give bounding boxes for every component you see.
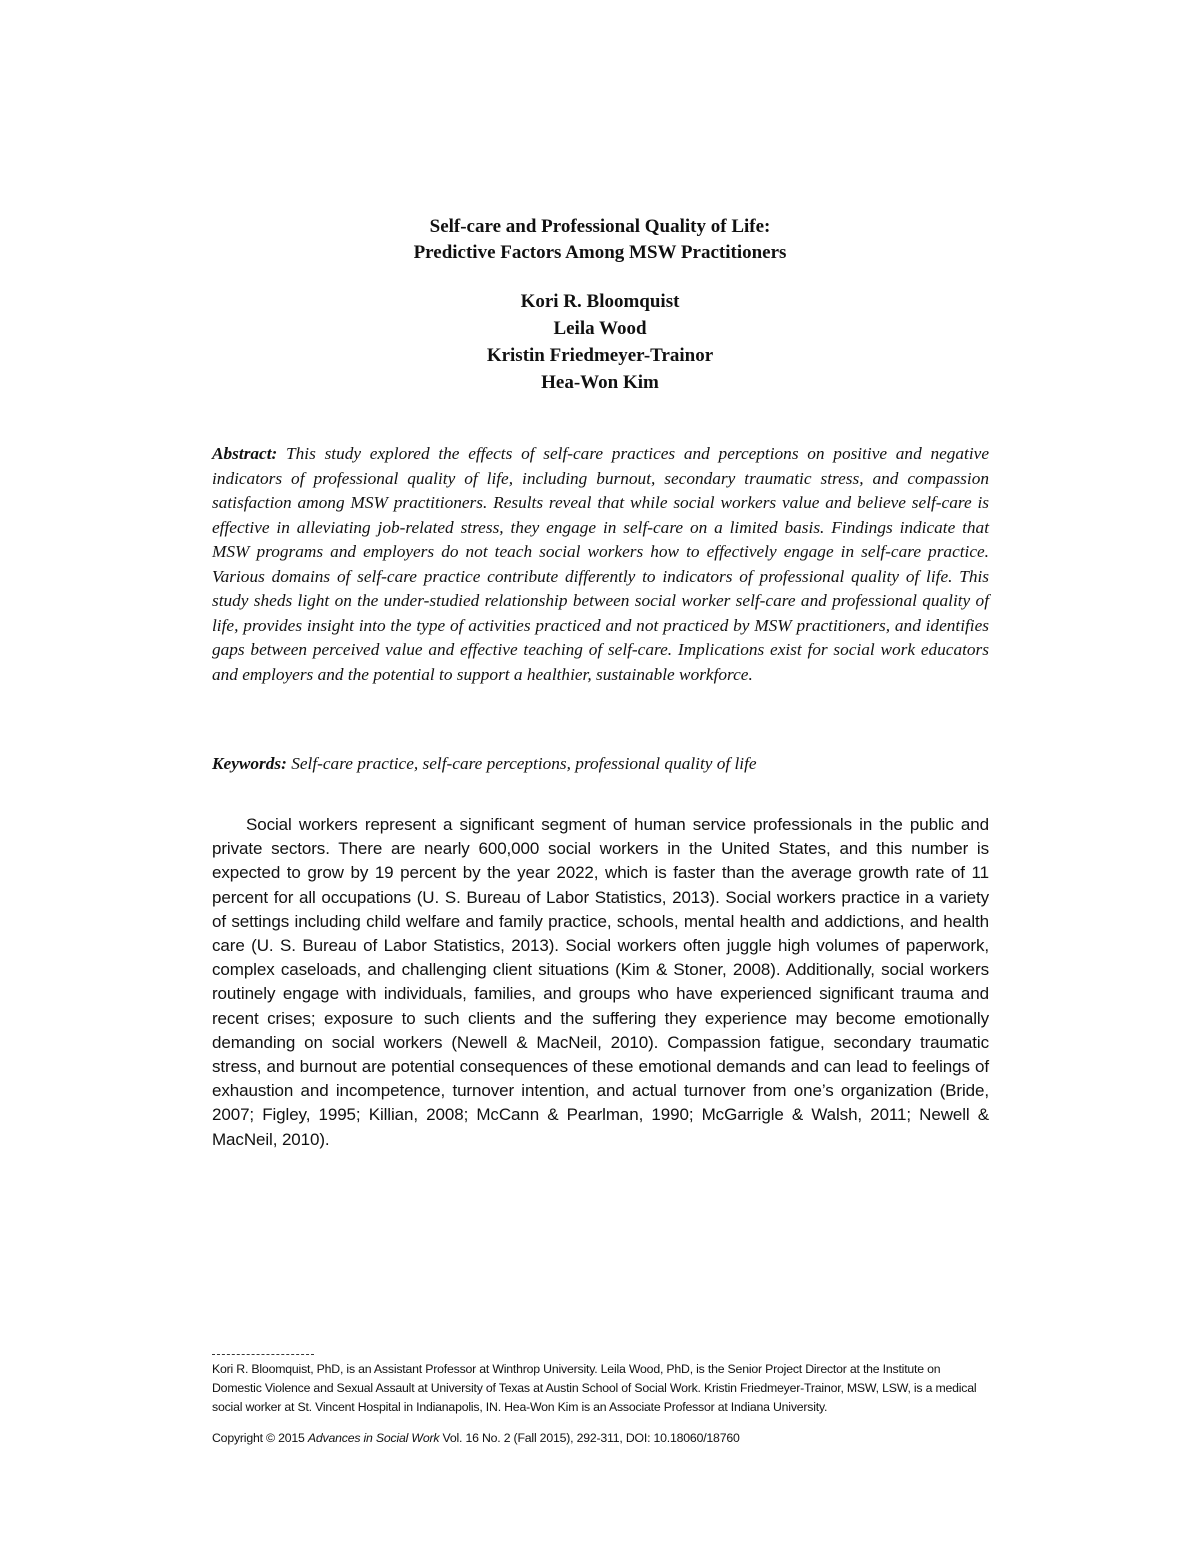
- author-name: Leila Wood: [553, 318, 647, 339]
- author-name: Hea-Won Kim: [541, 372, 659, 393]
- keywords-text: Self-care practice, self-care perceptions, professional quality of life: [291, 754, 757, 773]
- author-name: Kori R. Bloomquist: [520, 291, 680, 312]
- abstract-text: This study explored the effects of self-care practices and perceptions on positive and negative indicators of professional quality of life, including burnout, secondary traumatic stress, and compassion satisfaction among MSW practitioners. Results reveal that while social workers value and believe self-care is effective in alleviating job-related stress, they engage in self-care on a limited basis. Findings indicate that MSW programs and employers do not teach social workers how to effectively engage in self-care practice. Various domains of self-care practice contribute differently to indicators of professional quality of life. This study sheds light on the under-studied relationship between social worker self-care and professional quality of life, provides insight into the type of activities practiced and not practiced by MSW practitioners, and identifies gaps between perceived value and effective teaching of self-care. Implications exist for social work educators and employers and the potential to support a healthier, sustainable workforce.: [212, 444, 989, 684]
- title-line-1: Self-care and Professional Quality of Life:: [429, 216, 771, 237]
- footnote-divider: [212, 1354, 314, 1355]
- copyright-details: Vol. 16 No. 2 (Fall 2015), 292-311, DOI: 10.18060/18760: [442, 1431, 740, 1445]
- abstract-label: Abstract:: [212, 444, 278, 463]
- author-list: [0, 288, 1200, 396]
- author-name: Kristin Friedmeyer-Trainor: [486, 345, 714, 366]
- copyright-prefix: Copyright © 2015: [212, 1431, 305, 1445]
- abstract: [212, 442, 989, 687]
- copyright-line: [212, 1429, 989, 1448]
- body-paragraph: Social workers represent a significant segment of human service professionals in the public and private sectors. There are nearly 600,000 social workers in the United States, and this number is expected to grow by 19 percent by the year 2022, which is faster than the average growth rate of 11 percent for all occupations (U. S. Bureau of Labor Statistics, 2013). Social workers practice in a variety of settings including child welfare and family practice, schools, mental health and addictions, and health care (U. S. Bureau of Labor Statistics, 2013). Social workers often juggle high volumes of paperwork, complex caseloads, and challenging client situations (Kim & Stoner, 2008). Additionally, social workers routinely engage with individuals, families, and groups who have experienced significant trauma and recent crises; exposure to such clients and the suffering they experience may become emotionally demanding on social workers (Newell & MacNeil, 2010). Compassion fatigue, secondary traumatic stress, and burnout are potential consequences of these emotional demands and can lead to feelings of exhaustion and incompetence, turnover intention, and actual turnover from one’s organization (Bride, 2007; Figley, 1995; Killian, 2008; McCann & Pearlman, 1990; McGarrigle & Walsh, 2011; Newell & MacNeil, 2010).: [212, 815, 989, 1149]
- keywords: [212, 752, 989, 777]
- journal-name: Advances in Social Work: [307, 1431, 440, 1445]
- title-line-2: Predictive Factors Among MSW Practitioners: [413, 242, 787, 263]
- author-affiliations-footnote: Kori R. Bloomquist, PhD, is an Assistant Professor at Winthrop University. Leila Wood, PhD, is the Senior Project Director at the Institute on Domestic Violence and Sexual Assault at University of Texas at Austin School of Social Work. Kristin Friedmeyer-Trainor, MSW, LSW, is a medical social worker at St. Vincent Hospital in Indianapolis, IN. Hea-Won Kim is an Associate Professor at Indiana University.: [212, 1362, 977, 1414]
- keywords-label: Keywords:: [212, 754, 287, 773]
- article-title: [0, 214, 1200, 266]
